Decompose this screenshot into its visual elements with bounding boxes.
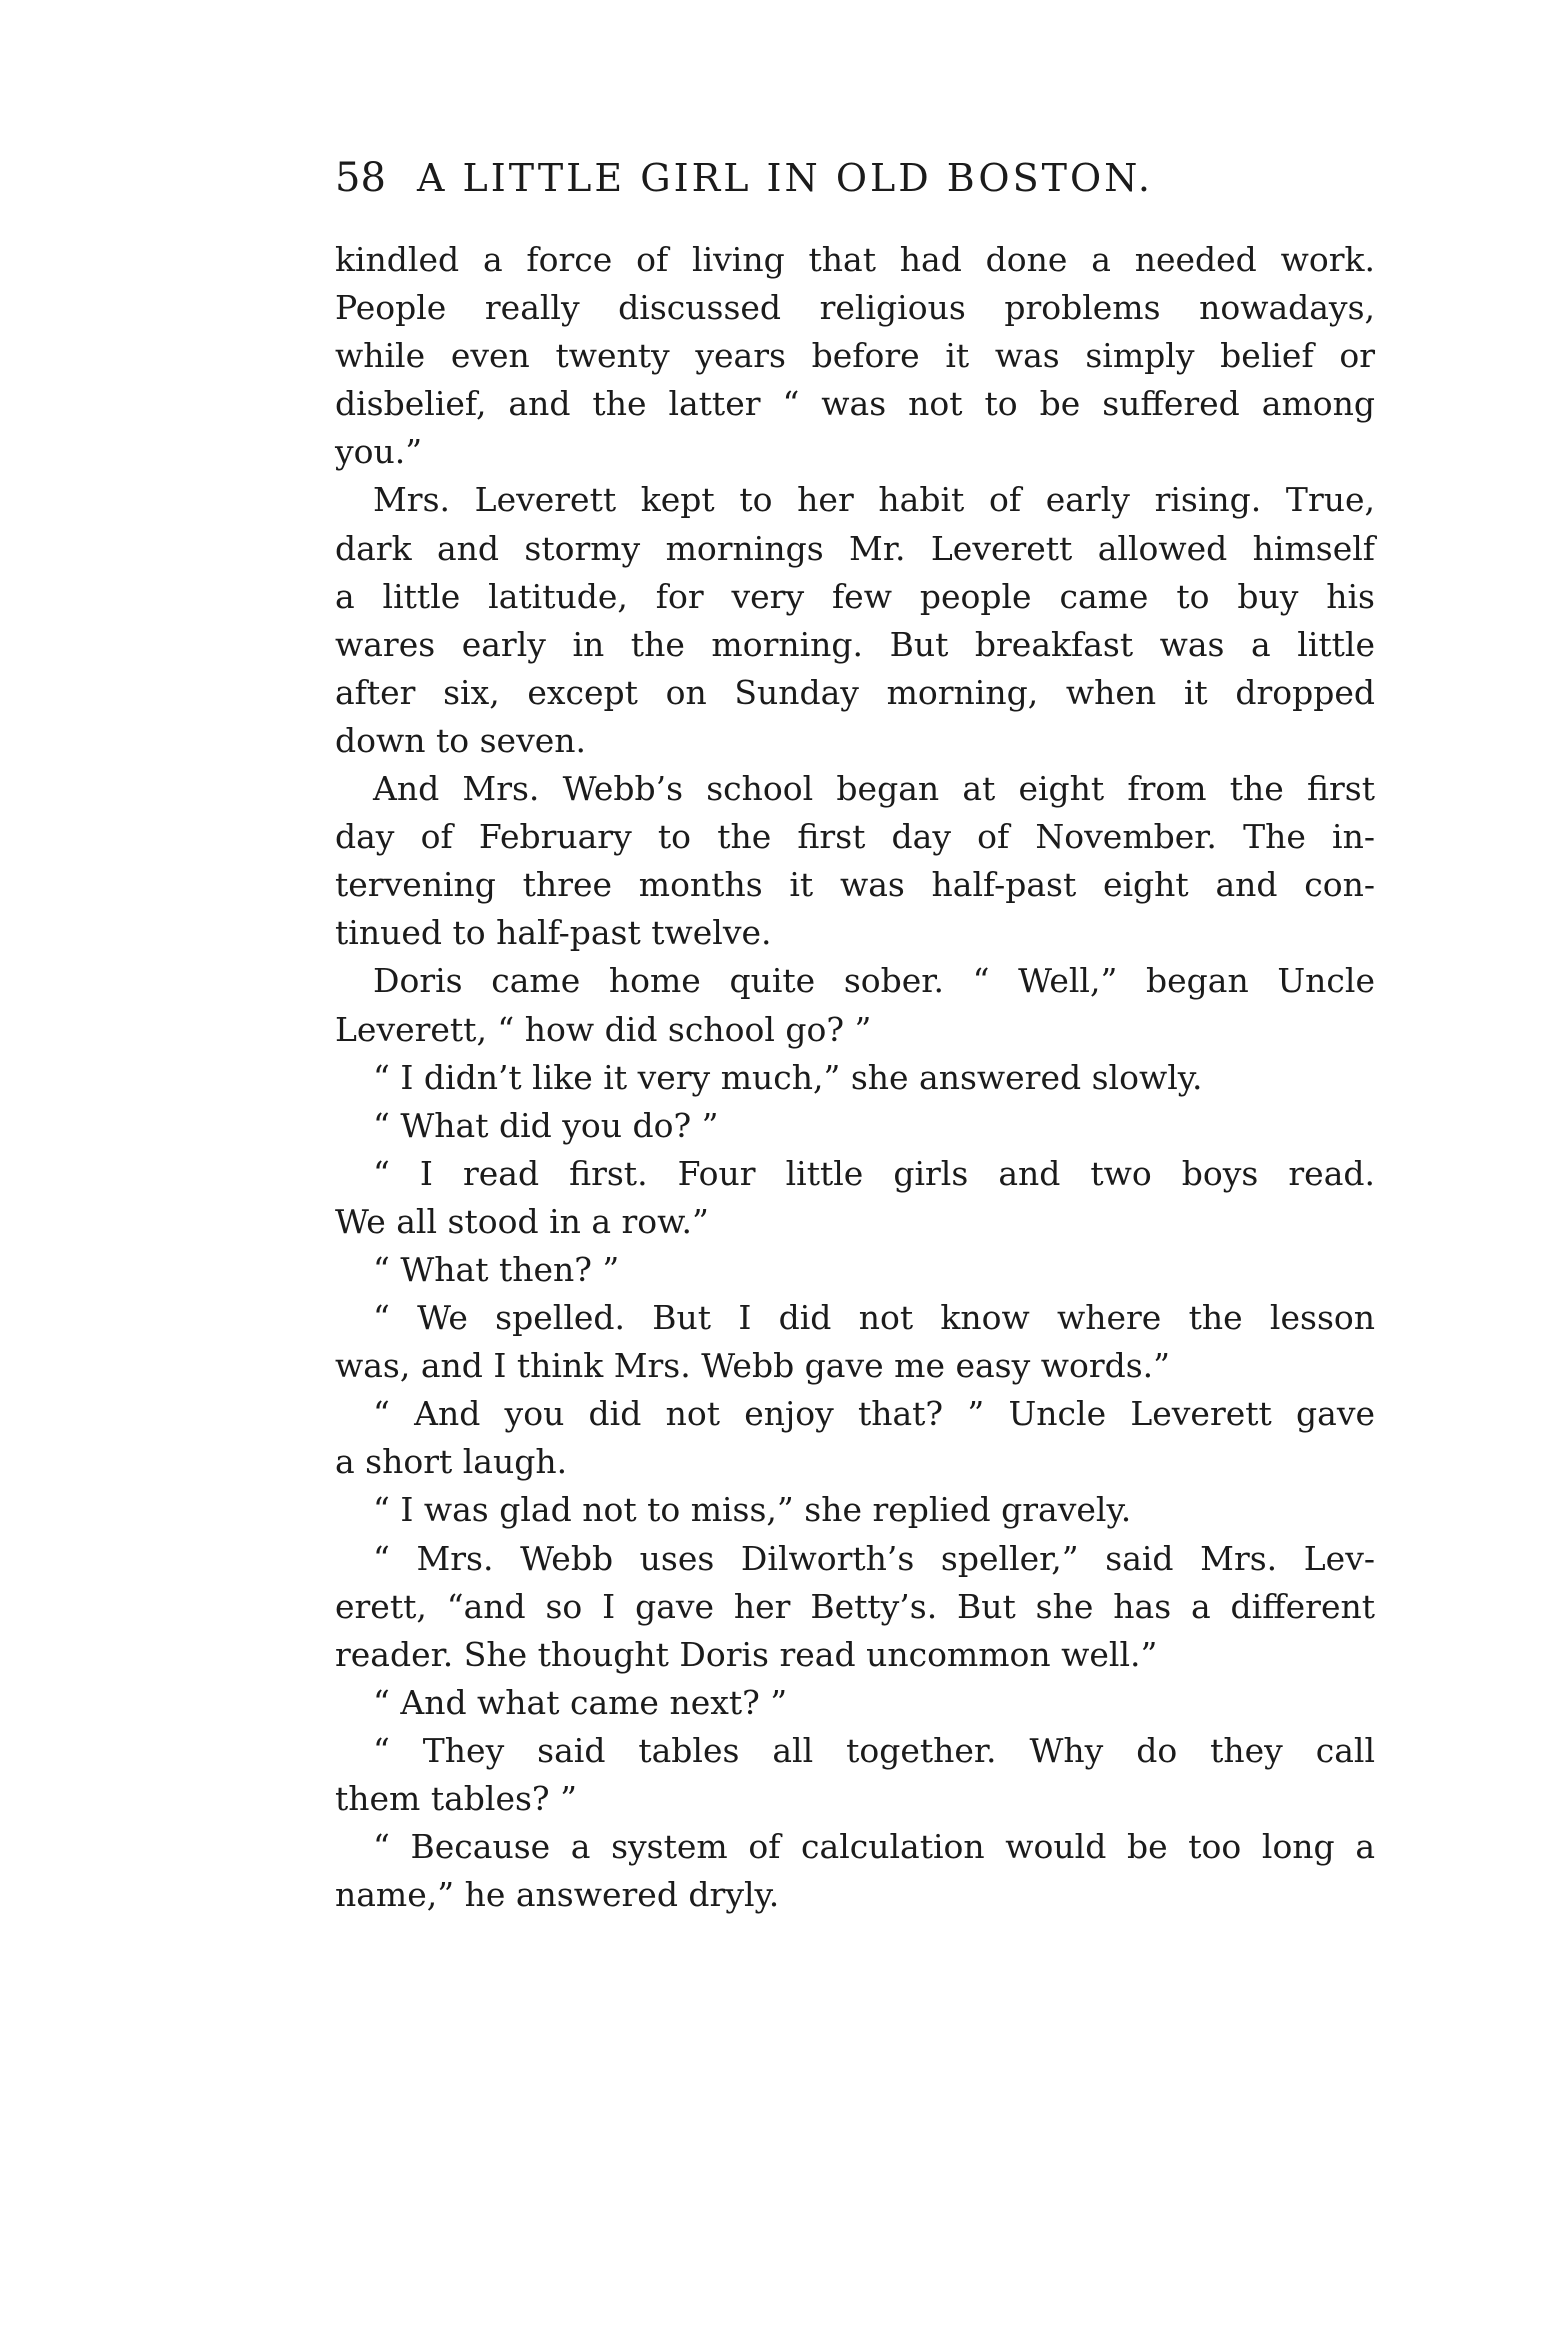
- text-line: “ What did you do? ”: [373, 1105, 719, 1145]
- page-number: 58: [335, 155, 386, 201]
- text-line: day of February to the first day of November. The in-: [335, 817, 1375, 857]
- text-line: Leverett, “ how did school go? ”: [335, 1009, 872, 1049]
- text-line: dark and stormy mornings Mr. Leverett allowed himself: [335, 528, 1375, 568]
- paragraph: [335, 1679, 1375, 1727]
- paragraph: [335, 1246, 1375, 1294]
- text-line: you.”: [335, 432, 423, 472]
- text-line: “ Mrs. Webb uses Dilworth’s speller,” said Mrs. Lev-: [373, 1538, 1375, 1578]
- book-title: A LITTLE GIRL IN OLD BOSTON.: [417, 156, 1153, 200]
- text-line: down to seven.: [335, 720, 586, 760]
- paragraph: [335, 1390, 1375, 1486]
- paragraph: [335, 1294, 1375, 1390]
- text-line: People really discussed religious problems nowadays,: [335, 288, 1375, 328]
- text-line: We all stood in a row.”: [335, 1201, 709, 1241]
- text-line: “ What then? ”: [373, 1249, 620, 1289]
- text-line: a little latitude, for very few people came to buy his: [335, 576, 1375, 616]
- paragraph: [335, 957, 1375, 1053]
- body-text: [335, 236, 1375, 1919]
- paragraph: [335, 765, 1375, 957]
- text-line: erett, “and so I gave her Betty’s. But she has a different: [335, 1586, 1375, 1626]
- paragraph: [335, 1102, 1375, 1150]
- text-line: a short laugh.: [335, 1442, 568, 1482]
- text-line: reader. She thought Doris read uncommon well.”: [335, 1634, 1158, 1674]
- text-line: “ We spelled. But I did not know where the lesson: [373, 1298, 1375, 1338]
- paragraph: [335, 1054, 1375, 1102]
- paragraph: [335, 1727, 1375, 1823]
- text-line: tinued to half-past twelve.: [335, 913, 772, 953]
- paragraph: [335, 1535, 1375, 1679]
- text-line: “ And what came next? ”: [373, 1682, 788, 1722]
- text-line: “ I was glad not to miss,” she replied gravely.: [373, 1490, 1132, 1530]
- text-line: And Mrs. Webb’s school began at eight from the first: [373, 769, 1375, 809]
- text-line: tervening three months it was half-past eight and con-: [335, 865, 1375, 905]
- paragraph: [335, 236, 1375, 476]
- text-line: “ I didn’t like it very much,” she answered slowly.: [373, 1057, 1203, 1097]
- paragraph: [335, 1486, 1375, 1534]
- text-line: “ Because a system of calculation would be too long a: [373, 1827, 1375, 1867]
- text-line: “ And you did not enjoy that? ” Uncle Leverett gave: [373, 1394, 1375, 1434]
- text-line: disbelief, and the latter “ was not to be suffered among: [335, 384, 1375, 424]
- text-line: wares early in the morning. But breakfast was a little: [335, 624, 1375, 664]
- paragraph: [335, 1823, 1375, 1919]
- text-line: name,” he answered dryly.: [335, 1875, 780, 1915]
- paragraph: [335, 476, 1375, 765]
- text-line: Doris came home quite sober. “ Well,” began Uncle: [373, 961, 1375, 1001]
- text-line: “ They said tables all together. Why do they call: [373, 1730, 1375, 1770]
- text-line: was, and I think Mrs. Webb gave me easy words.”: [335, 1346, 1171, 1386]
- text-line: while even twenty years before it was simply belief or: [335, 336, 1375, 376]
- text-line: them tables? ”: [335, 1779, 577, 1818]
- text-line: Mrs. Leverett kept to her habit of early rising. True,: [373, 480, 1375, 520]
- running-head: [335, 150, 1375, 206]
- text-line: after six, except on Sunday morning, when it dropped: [335, 672, 1375, 712]
- text-line: kindled a force of living that had done a needed work.: [335, 240, 1375, 279]
- text-line: “ I read first. Four little girls and two boys read.: [373, 1153, 1375, 1193]
- paragraph: [335, 1150, 1375, 1246]
